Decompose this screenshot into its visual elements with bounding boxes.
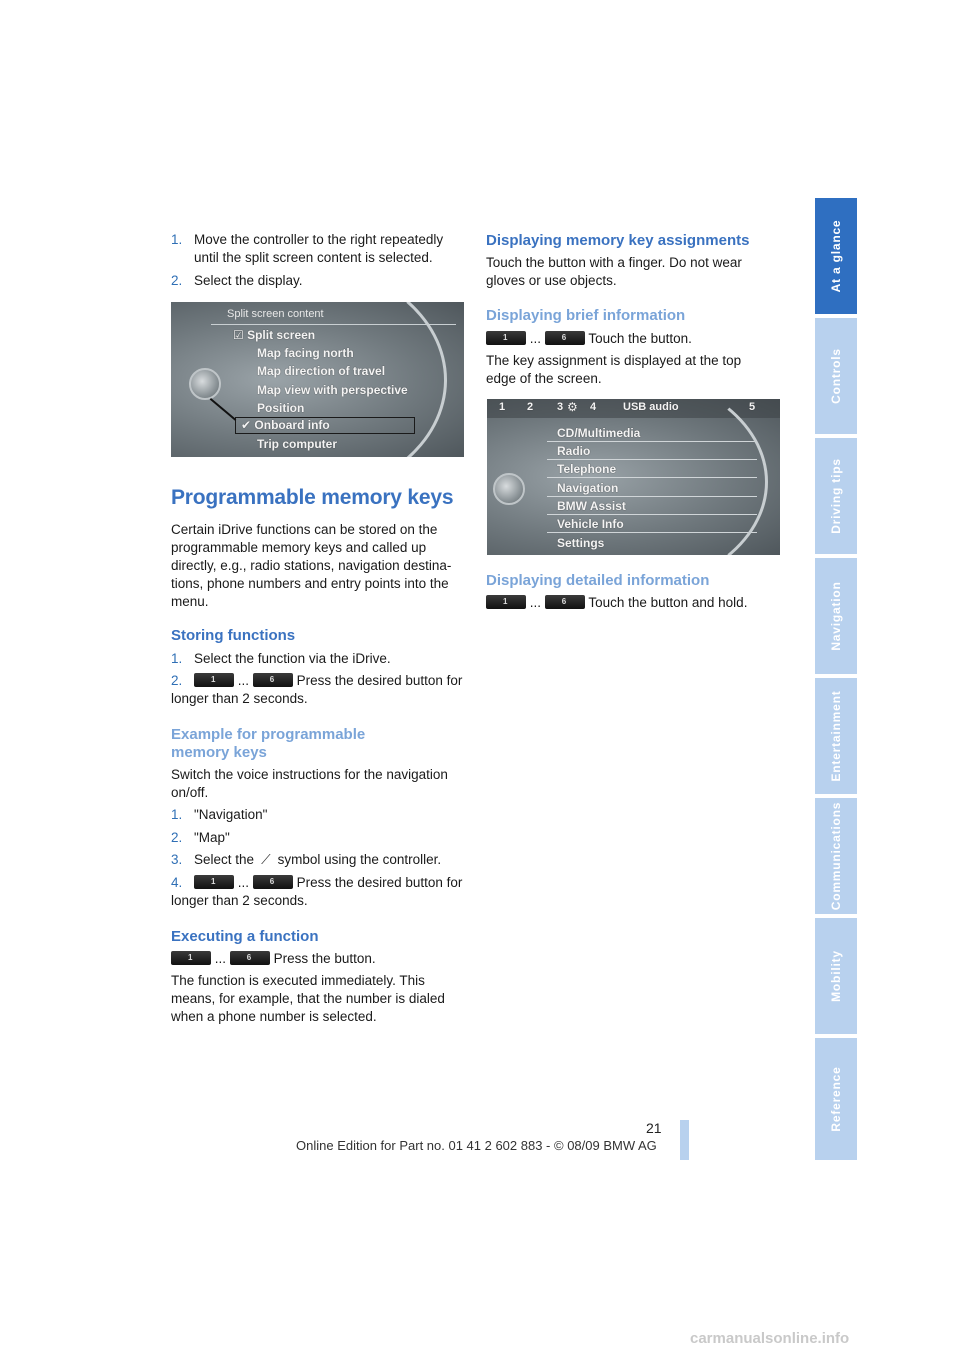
page-number-bar (680, 1120, 689, 1160)
memory-key-6-icon: 6 (230, 951, 270, 965)
example-step-2: 2. "Map" (171, 830, 230, 845)
example-step-4: 4. 1 ... 6 Press the desired button for longer than 2 seconds. (171, 875, 463, 908)
example-step-1: 1. "Navigation" (171, 807, 268, 822)
memory-key-1-icon: 1 (194, 673, 234, 687)
screen1-arc (171, 302, 447, 457)
screen1-item-3: Map view with perspective (257, 383, 408, 397)
footer-edition: Online Edition for Part no. 01 41 2 602 883 - © 08/09 BMW AG (296, 1138, 657, 1153)
watermark: carmanualsonline.info (690, 1330, 850, 1347)
screen2-key-3: 3 (557, 401, 564, 413)
detailed-info-line: 1 ... 6 Touch the button and hold. (486, 594, 747, 612)
example-paragraph: Switch the voice instructions for the navigation on/off. (171, 767, 448, 800)
intro-paragraph: Certain iDrive functions can be stored on the programmable memory keys and called up directly, e.g., radio stations, navigation destina-tions, phone numbers and entry points into the menu. (171, 522, 452, 609)
screen1-item-6: Trip computer (257, 437, 338, 451)
display-assign-heading: Displaying memory key assignments (486, 232, 750, 249)
brief-info-paragraph: The key assignment is displayed at the top edge of the screen. (486, 353, 742, 386)
screen1-item-4: Position (257, 401, 305, 415)
side-tab-controls[interactable]: Controls (815, 318, 857, 434)
memory-key-6-icon: 6 (253, 875, 293, 889)
page-number: 21 (646, 1120, 662, 1136)
intro-step-2: 2. Select the display. (171, 273, 303, 288)
executing-heading: Executing a function (171, 928, 319, 945)
memory-key-6-icon: 6 (253, 673, 293, 687)
storing-step-2: 2. 1 ... 6 Press the desired button for longer than 2 seconds. (171, 673, 463, 706)
side-tab-navigation[interactable]: Navigation (815, 558, 857, 674)
screen1-item-2: Map direction of travel (257, 364, 386, 378)
settings-gear-icon: ⚙ (567, 400, 578, 414)
memory-key-1-icon: 1 (194, 875, 234, 889)
screen2-item-5: Vehicle Info (557, 517, 624, 531)
brief-info-heading: Displaying brief information (486, 307, 686, 324)
memory-key-1-icon: 1 (171, 951, 211, 965)
screen2-item-0: CD/Multimedia (557, 426, 641, 440)
main-menu-screenshot (487, 399, 780, 555)
screen2-item-3: Navigation (557, 481, 619, 495)
screen2-key-1: 1 (499, 401, 506, 413)
example-heading: Example for programmable memory keys (171, 726, 366, 761)
screen2-arc (487, 399, 768, 555)
detailed-info-heading: Displaying detailed information (486, 572, 710, 589)
side-tab-at-a-glance[interactable]: At a glance (815, 198, 857, 314)
display-assign-paragraph: Touch the button with a finger. Do not wear gloves or use objects. (486, 255, 742, 288)
side-tab-communications[interactable]: Communications (815, 798, 857, 914)
executing-paragraph: The function is executed immediately. This means, for example, that the number is dialed when a phone number is selected. (171, 973, 445, 1024)
side-tab-driving-tips[interactable]: Driving tips (815, 438, 857, 554)
screen1-item-split-screen: ☑ Split screen (233, 328, 316, 342)
executing-line: 1 ... 6 Press the button. (171, 950, 376, 968)
memory-key-1-icon: 1 (486, 595, 526, 609)
screen1-item-1: Map facing north (257, 346, 354, 360)
screen2-item-1: Radio (557, 444, 591, 458)
voice-mute-icon: ⟋ (261, 852, 271, 867)
intro-step-1: 1. Move the controller to the right repeatedly until the split screen content is selected. (171, 232, 444, 265)
screen2-key-2: 2 (527, 401, 534, 413)
brief-info-line: 1 ... 6 Touch the button. (486, 330, 692, 348)
screen2-usb-audio: USB audio (623, 401, 679, 413)
screen1-header: Split screen content (227, 308, 324, 320)
check-icon: ✔ (241, 418, 252, 432)
example-step-3: 3. Select the ⟋ symbol using the controller. (171, 852, 442, 867)
memory-key-1-icon: 1 (486, 331, 526, 345)
side-tab-entertainment[interactable]: Entertainment (815, 678, 857, 794)
screen2-item-4: BMW Assist (557, 499, 626, 513)
page-title: Programmable memory keys (171, 486, 454, 509)
side-tab-mobility[interactable]: Mobility (815, 918, 857, 1034)
storing-step-1: 1. Select the function via the iDrive. (171, 651, 391, 666)
screen2-item-2: Telephone (557, 462, 617, 476)
screen1-item-onboard-info: ✔ Onboard info (241, 418, 330, 432)
screen2-key-5: 5 (749, 401, 756, 413)
memory-key-6-icon: 6 (545, 595, 585, 609)
screen2-key-4: 4 (590, 401, 597, 413)
memory-key-6-icon: 6 (545, 331, 585, 345)
screen2-item-6: Settings (557, 536, 605, 550)
storing-functions-heading: Storing functions (171, 627, 296, 644)
split-screen-icon: ☑ (233, 328, 248, 342)
side-tab-reference[interactable]: Reference (815, 1038, 857, 1160)
split-screen-menu-screenshot (171, 302, 464, 457)
